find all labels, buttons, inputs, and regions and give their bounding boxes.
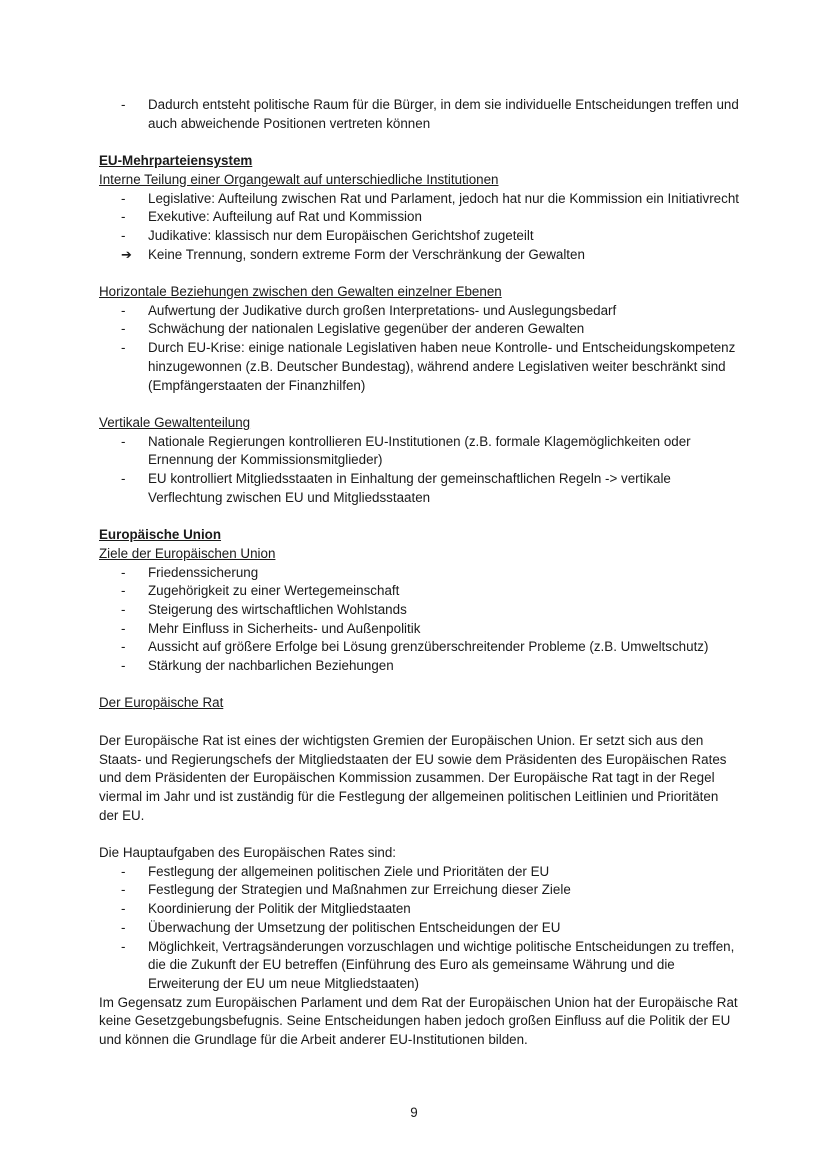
dash-bullet: - [121,564,126,580]
vertikale-gewaltenteilung-list [99,433,739,508]
list-item: - EU kontrolliert Mitgliedsstaaten in Einhaltung der gemeinschaftlichen Regeln -> vertikale Verflechtung zwischen EU und Mitgliedsstaaten [121,471,671,505]
dash-bullet: - [121,471,126,487]
list-item: - Dadurch entsteht politische Raum für die Bürger, in dem sie individuelle Entscheidungen treffen und auch abweichende Positionen vertreten können [121,97,739,131]
dash-bullet: - [121,321,126,337]
document-page [99,96,739,1050]
list-item: - Schwächung der nationalen Legislative gegenüber der anderen Gewalten [121,320,739,339]
horizontale-beziehungen-list [99,302,739,396]
dash-bullet: - [121,209,126,225]
dash-bullet: - [121,919,126,935]
list-item: - Stärkung der nachbarlichen Beziehungen [121,657,739,676]
dash-bullet: - [121,190,126,206]
page-number: 9 [410,1105,418,1120]
subsection-title-interne-teilung: Interne Teilung einer Organgewalt auf unterschiedliche Institutionen [99,171,499,187]
dash-bullet: - [121,901,126,917]
dash-bullet: - [121,601,126,617]
list-item: - Zugehörigkeit zu einer Wertegemeinschaft [121,582,739,601]
rat-paragraph: Der Europäische Rat ist eines der wichtigsten Gremien der Europäischen Union. Er setzt sich aus den Staats- und Regierungschefs der Mitgliedstaaten der EU sowie dem Präsidenten des Europäischen Rates und dem Präsidenten der Europäischen Kommission zusammen. Der Europäische Rat tagt in der Regel viermal im Jahr und ist zuständig für die Festlegung der allgemeinen politischen Leitlinien und Prioritäten der EU. [99,732,727,823]
list-item: - Festlegung der Strategien und Maßnahmen zur Erreichung dieser Ziele [121,881,739,900]
dash-bullet: - [121,882,126,898]
dash-bullet: - [121,97,126,112]
aufgaben-intro: Die Hauptaufgaben des Europäischen Rates sind: [99,845,397,861]
section-heading-europaeische-union: Europäische Union [99,527,222,543]
list-item: - Nationale Regierungen kontrollieren EU-Institutionen (z.B. formale Klagemöglichkeiten oder Ernennung der Kommissionsmitglieder) [121,433,691,468]
list-item: - Friedenssicherung [121,564,739,583]
subsection-title-horizontale-beziehungen: Horizontale Beziehungen zwischen den Gewalten einzelner Ebenen [99,284,502,299]
dash-bullet: - [121,639,126,655]
list-item: - Überwachung der Umsetzung der politischen Entscheidungen der EU [121,919,739,938]
subsection-title-europaeischer-rat: Der Europäische Rat [99,695,224,711]
intro-list [99,96,739,133]
list-item: - Aussicht auf größere Erfolge bei Lösung grenzüberschreitender Probleme (z.B. Umweltschutz) [121,638,739,657]
arrow-right-icon: ➔ [121,246,132,262]
ziele-list [99,564,739,676]
dash-bullet: - [121,863,126,879]
subsection-title-ziele: Ziele der Europäischen Union [99,545,276,561]
dash-bullet: - [121,938,126,954]
dash-bullet: - [121,658,126,674]
list-item: - Exekutive: Aufteilung auf Rat und Kommission [121,208,739,227]
list-item: - Aufwertung der Judikative durch großen Interpretations- und Auslegungsbedarf [121,302,739,321]
section-heading-eu-mehrparteiensystem: EU-Mehrparteiensystem [99,153,253,169]
list-item: - Mehr Einfluss in Sicherheits- und Außenpolitik [121,620,739,639]
list-item: - Möglichkeit, Vertragsänderungen vorzuschlagen und wichtige politische Entscheidungen zu treffen, die die Zukunft der EU betreffen (Einführung des Euro als gemeinsame Währung und die Erweiterung der EU um neue Mitgliedstaaten) [121,938,735,991]
interne-teilung-list [99,190,739,265]
dash-bullet: - [121,433,126,449]
dash-bullet: - [121,620,126,636]
subsection-title-vertikale-gewaltenteilung: Vertikale Gewaltenteilung [99,414,251,430]
list-item: - Steigerung des wirtschaftlichen Wohlstands [121,601,739,620]
dash-bullet: - [121,302,126,318]
dash-bullet: - [121,583,126,599]
list-item: - Legislative: Aufteilung zwischen Rat und Parlament, jedoch hat nur die Kommission ein Initiativrecht [121,190,739,209]
list-item: - Judikative: klassisch nur dem Europäischen Gerichtshof zugeteilt [121,227,739,246]
dash-bullet: - [121,227,126,243]
list-item: - Durch EU-Krise: einige nationale Legislativen haben neue Kontrolle- und Entscheidungskompetenz hinzugewonnen (z.B. Deutscher Bundestag), während andere Legislativen weiter beschränkt sind (Empfängerstaaten der Finanzhilfen) [121,340,736,393]
conclusion-item: ➔ Keine Trennung, sondern extreme Form der Verschränkung der Gewalten [121,246,739,265]
list-item: - Festlegung der allgemeinen politischen Ziele und Prioritäten der EU [121,863,739,882]
closing-paragraph: Im Gegensatz zum Europäischen Parlament und dem Rat der Europäischen Union hat der Europäische Rat keine Gesetzgebungsbefugnis. Seine Entscheidungen haben jedoch großen Einfluss auf die Politik der EU und können die Grundlage für die Arbeit anderer EU-Institutionen bilden. [99,994,738,1048]
aufgaben-list [99,863,739,994]
dash-bullet: - [121,340,126,356]
list-item: - Koordinierung der Politik der Mitgliedstaaten [121,900,739,919]
